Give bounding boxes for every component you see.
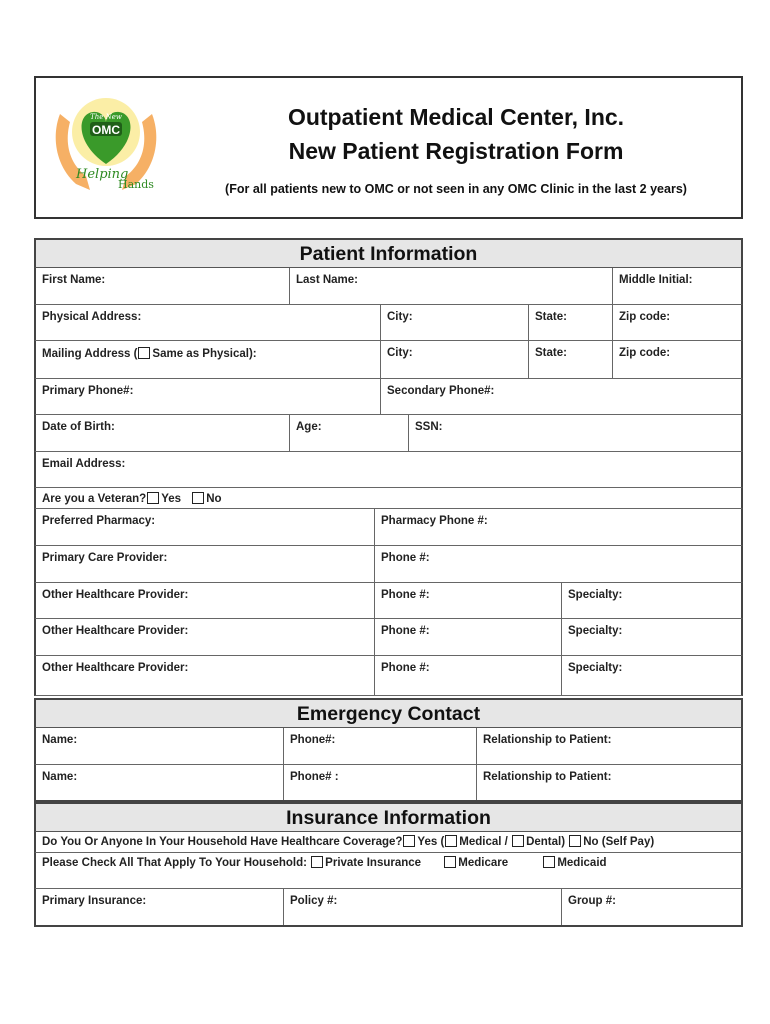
email-label: Email Address: bbox=[42, 458, 126, 470]
row-coverage bbox=[34, 832, 743, 853]
state-label: State: bbox=[535, 311, 567, 323]
phone-label: Phone #: bbox=[381, 662, 430, 674]
other-provider-1-phone-field[interactable] bbox=[375, 583, 562, 618]
private-insurance-checkbox[interactable] bbox=[311, 856, 323, 868]
specialty-label: Specialty: bbox=[568, 662, 623, 674]
pharmacy-label: Preferred Pharmacy: bbox=[42, 515, 156, 527]
insurance-information-heading: Insurance Information bbox=[34, 802, 743, 832]
age-field[interactable] bbox=[290, 415, 409, 451]
logo-text-hands: Hands bbox=[118, 178, 154, 191]
preferred-pharmacy-field[interactable] bbox=[36, 509, 375, 545]
row-emergency-2 bbox=[34, 765, 743, 802]
city-label: City: bbox=[387, 311, 413, 323]
row-mailing-address bbox=[34, 341, 743, 379]
zip-label: Zip code: bbox=[619, 311, 671, 323]
primary-phone-field[interactable] bbox=[36, 379, 381, 414]
middle-initial-label: Middle Initial: bbox=[619, 274, 693, 286]
other-provider-2-specialty-field[interactable] bbox=[562, 619, 741, 655]
row-physical-address bbox=[34, 305, 743, 341]
household-coverage-field bbox=[36, 853, 741, 888]
veteran-field bbox=[36, 488, 741, 508]
row-other-provider-1 bbox=[34, 583, 743, 619]
row-pcp bbox=[34, 546, 743, 583]
form-subtitle: (For all patients new to OMC or not seen in any OMC Clinic in the last 2 years) bbox=[225, 182, 687, 196]
age-label: Age: bbox=[296, 421, 322, 433]
dental-checkbox[interactable] bbox=[512, 835, 524, 847]
mailing-zip-field[interactable] bbox=[613, 341, 741, 378]
physical-address-label: Physical Address: bbox=[42, 311, 142, 323]
coverage-question-field bbox=[36, 832, 741, 852]
emergency-name-1-field[interactable] bbox=[36, 728, 284, 764]
row-phones bbox=[34, 379, 743, 415]
row-email bbox=[34, 452, 743, 488]
check-all-label: Please Check All That Apply To Your Household: bbox=[42, 857, 307, 869]
medicare-checkbox[interactable] bbox=[444, 856, 456, 868]
medicare-label: Medicare bbox=[458, 857, 509, 869]
org-title: Outpatient Medical Center, Inc. bbox=[287, 104, 625, 130]
secondary-phone-field[interactable] bbox=[381, 379, 741, 414]
pcp-phone-field[interactable] bbox=[375, 546, 741, 582]
same-as-physical-label: Same as Physical): bbox=[152, 348, 257, 360]
medicaid-label: Medicaid bbox=[557, 857, 607, 869]
emergency-contact-section bbox=[34, 698, 743, 802]
other-provider-3-phone-field[interactable] bbox=[375, 656, 562, 695]
group-number-field[interactable] bbox=[562, 889, 741, 925]
phone-label: Phone #: bbox=[381, 552, 430, 564]
logo-text-top: The New bbox=[90, 113, 122, 121]
physical-zip-field[interactable] bbox=[613, 305, 741, 340]
state-label: State: bbox=[535, 347, 567, 359]
same-as-physical-checkbox[interactable] bbox=[138, 347, 150, 359]
emergency-contact-heading: Emergency Contact bbox=[34, 698, 743, 728]
row-emergency-1 bbox=[34, 728, 743, 765]
other-provider-1-specialty-field[interactable] bbox=[562, 583, 741, 618]
last-name-field[interactable] bbox=[290, 268, 613, 304]
row-name bbox=[34, 268, 743, 305]
medical-checkbox[interactable] bbox=[445, 835, 457, 847]
patient-information-heading: Patient Information bbox=[34, 238, 743, 268]
row-dob bbox=[34, 415, 743, 452]
group-label: Group #: bbox=[568, 895, 616, 907]
row-household bbox=[34, 853, 743, 889]
first-name-field[interactable] bbox=[36, 268, 290, 304]
ssn-field[interactable] bbox=[409, 415, 741, 451]
other-provider-label: Other Healthcare Provider: bbox=[42, 662, 189, 674]
row-other-provider-2 bbox=[34, 619, 743, 656]
policy-number-field[interactable] bbox=[284, 889, 562, 925]
dental-label: Dental) bbox=[526, 836, 566, 848]
relationship-label: Relationship to Patient: bbox=[483, 771, 612, 783]
mailing-state-field[interactable] bbox=[529, 341, 613, 378]
veteran-yes-checkbox[interactable] bbox=[147, 492, 159, 504]
medical-label: Medical / bbox=[459, 836, 508, 848]
policy-label: Policy #: bbox=[290, 895, 338, 907]
secondary-phone-label: Secondary Phone#: bbox=[387, 385, 495, 397]
coverage-question: Do You Or Anyone In Your Household Have Healthcare Coverage? bbox=[42, 836, 403, 848]
emergency-name-label: Name: bbox=[42, 734, 78, 746]
coverage-yes-label: Yes ( bbox=[417, 836, 445, 848]
last-name-label: Last Name: bbox=[296, 274, 358, 286]
pcp-label: Primary Care Provider: bbox=[42, 552, 168, 564]
dob-label: Date of Birth: bbox=[42, 421, 115, 433]
emergency-relationship-2-field[interactable] bbox=[477, 765, 741, 800]
logo-text-helping: Helping bbox=[76, 167, 129, 182]
medicaid-checkbox[interactable] bbox=[543, 856, 555, 868]
other-provider-3-specialty-field[interactable] bbox=[562, 656, 741, 695]
coverage-yes-checkbox[interactable] bbox=[403, 835, 415, 847]
form-title: New Patient Registration Form bbox=[288, 138, 624, 164]
other-provider-2-phone-field[interactable] bbox=[375, 619, 562, 655]
other-provider-2-field[interactable] bbox=[36, 619, 375, 655]
other-provider-1-field[interactable] bbox=[36, 583, 375, 618]
title-block bbox=[186, 100, 726, 196]
primary-insurance-field[interactable] bbox=[36, 889, 284, 925]
mailing-address-label: Mailing Address ( bbox=[42, 348, 138, 360]
emergency-phone-label: Phone#: bbox=[290, 734, 336, 746]
private-insurance-label: Private Insurance bbox=[325, 857, 422, 869]
physical-state-field[interactable] bbox=[529, 305, 613, 340]
coverage-no-checkbox[interactable] bbox=[569, 835, 581, 847]
relationship-label: Relationship to Patient: bbox=[483, 734, 612, 746]
city-label: City: bbox=[387, 347, 413, 359]
veteran-yes-label: Yes bbox=[161, 493, 182, 505]
logo-text-omc: OMC bbox=[92, 123, 120, 137]
ssn-label: SSN: bbox=[415, 421, 443, 433]
physical-city-field[interactable] bbox=[381, 305, 529, 340]
physical-address-field[interactable] bbox=[36, 305, 381, 340]
primary-care-provider-field[interactable] bbox=[36, 546, 375, 582]
row-other-provider-3 bbox=[34, 656, 743, 696]
other-provider-label: Other Healthcare Provider: bbox=[42, 625, 189, 637]
middle-initial-field[interactable] bbox=[613, 268, 741, 304]
mailing-city-field[interactable] bbox=[381, 341, 529, 378]
patient-information-section bbox=[34, 238, 743, 696]
veteran-no-checkbox[interactable] bbox=[192, 492, 204, 504]
specialty-label: Specialty: bbox=[568, 625, 623, 637]
row-primary-insurance bbox=[34, 889, 743, 927]
emergency-phone-label: Phone# : bbox=[290, 771, 339, 783]
emergency-name-label: Name: bbox=[42, 771, 78, 783]
primary-phone-label: Primary Phone#: bbox=[42, 385, 134, 397]
mailing-address-field[interactable] bbox=[36, 341, 381, 378]
phone-label: Phone #: bbox=[381, 625, 430, 637]
email-address-field[interactable] bbox=[36, 452, 741, 487]
pharmacy-phone-label: Pharmacy Phone #: bbox=[381, 515, 488, 527]
insurance-information-section bbox=[34, 802, 743, 927]
other-provider-label: Other Healthcare Provider: bbox=[42, 589, 189, 601]
no-self-pay-label: No (Self Pay) bbox=[583, 836, 655, 848]
specialty-label: Specialty: bbox=[568, 589, 623, 601]
form-header bbox=[34, 76, 743, 219]
row-veteran bbox=[34, 488, 743, 509]
other-provider-3-field[interactable] bbox=[36, 656, 375, 695]
phone-label: Phone #: bbox=[381, 589, 430, 601]
emergency-name-2-field[interactable] bbox=[36, 765, 284, 800]
row-pharmacy bbox=[34, 509, 743, 546]
pharmacy-phone-field[interactable] bbox=[375, 509, 741, 545]
first-name-label: First Name: bbox=[42, 274, 106, 286]
emergency-phone-2-field[interactable] bbox=[284, 765, 477, 800]
omc-logo bbox=[46, 84, 166, 196]
emergency-relationship-1-field[interactable] bbox=[477, 728, 741, 764]
emergency-phone-1-field[interactable] bbox=[284, 728, 477, 764]
veteran-question: Are you a Veteran? bbox=[42, 493, 147, 505]
zip-label: Zip code: bbox=[619, 347, 671, 359]
veteran-no-label: No bbox=[206, 493, 222, 505]
date-of-birth-field[interactable] bbox=[36, 415, 290, 451]
primary-insurance-label: Primary Insurance: bbox=[42, 895, 147, 907]
